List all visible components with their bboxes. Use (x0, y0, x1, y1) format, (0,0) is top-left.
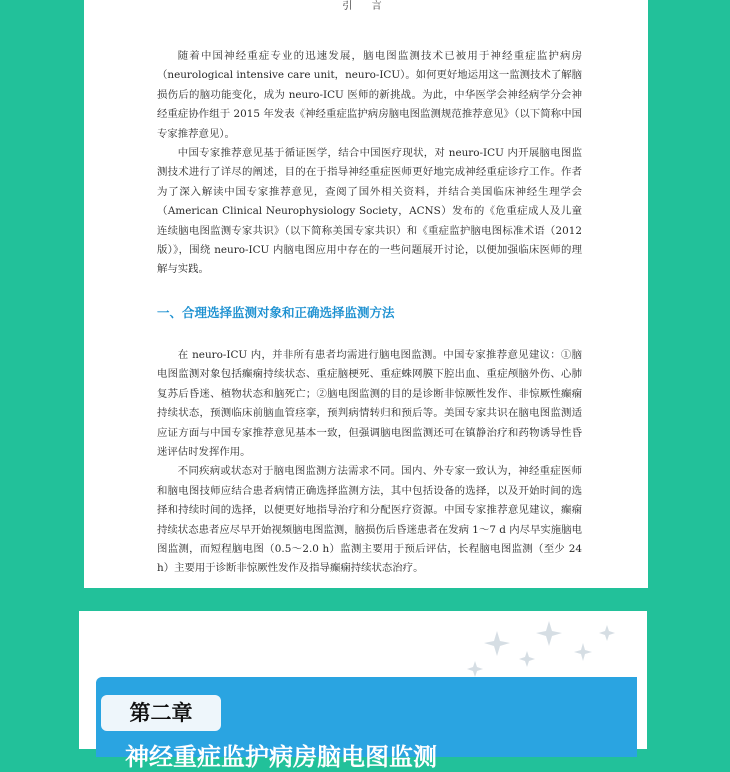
running-head: 引 言 (342, 1, 390, 12)
book-page-2 (79, 611, 647, 771)
section-heading: 一、合理选择监测对象和正确选择监测方法 (157, 304, 395, 320)
chapter-label: 第二章 (101, 695, 221, 731)
chapter-title: 神经重症监护病房脑电图监测 (125, 743, 437, 771)
paragraph-1: 随着中国神经重症专业的迅速发展，脑电图监测技术已被用于神经重症监护病房（neurological intensive care unit，neuro-ICU）。如何更好地运用这一监测技术了解脑损伤后的脑功能变化，成为 neuro-ICU 医师的新挑战。为此，中华医学会神经病学分会神经重症协作组于 2015 年发表《神经重症监护病房脑电图监测规范推荐意见》（以下简称中国专家推荐意见）。 (157, 50, 582, 140)
paragraph-2: 中国专家推荐意见基于循证医学，结合中国医疗现状，对 neuro-ICU 内开展脑电图监测技术进行了详尽的阐述，目的在于指导神经重症医师更好地完成神经重症诊疗工作。作者为了深入解读中国专家推荐意见，查阅了国外相关资料，并结合美国临床神经生理学会（American Clinical Neurophysiology Society，ACNS）发布的《危重症成人及儿童连续脑电图监测专家共识》（以下简称美国专家共识）和《重症监护脑电图标准术语（2012 版）》，围绕 neuro-ICU 内脑电图应用中存在的一些问题展开讨论，以便加强临床医师的理解与实践。 (157, 147, 582, 276)
paragraph-3: 在 neuro-ICU 内，并非所有患者均需进行脑电图监测。中国专家推荐意见建议：①脑电图监测对象包括癫痫持续状态、重症脑梗死、重症蛛网膜下腔出血、重症颅脑外伤、心肺复苏后昏迷、植物状态和脑死亡；②脑电图监测的目的是诊断非惊厥性发作、非惊厥性癫痫持续状态，预测临床前脑血管痉挛，预判病情转归和预后等。美国专家共识在脑电图监测适应证方面与中国专家推荐意见基本一致，但强调脑电图监测还可在镇静治疗和药物诱导性昏迷评估时发挥作用。 (157, 348, 582, 458)
page-body (157, 47, 582, 579)
paragraph-4: 不同疾病或状态对于脑电图监测方法需求不同。国内、外专家一致认为，神经重症医师和脑电图技师应结合患者病情正确选择监测方法，其中包括设备的选择，以及开始时间的选择和持续时间的选择，以便更好地指导治疗和分配医疗资源。中国专家推荐意见建议，癫痫持续状态患者应尽早开始视频脑电图监测，脑损伤后昏迷患者在发病 1～7 d 内尽早实施脑电图监测，而短程脑电图（0.5～2.0 h）监测主要用于预后评估，长程脑电图监测（至少 24 h）主要用于诊断非惊厥性发作及指导癫痫持续状态治疗。 (157, 465, 582, 575)
book-page-1 (84, 0, 648, 588)
